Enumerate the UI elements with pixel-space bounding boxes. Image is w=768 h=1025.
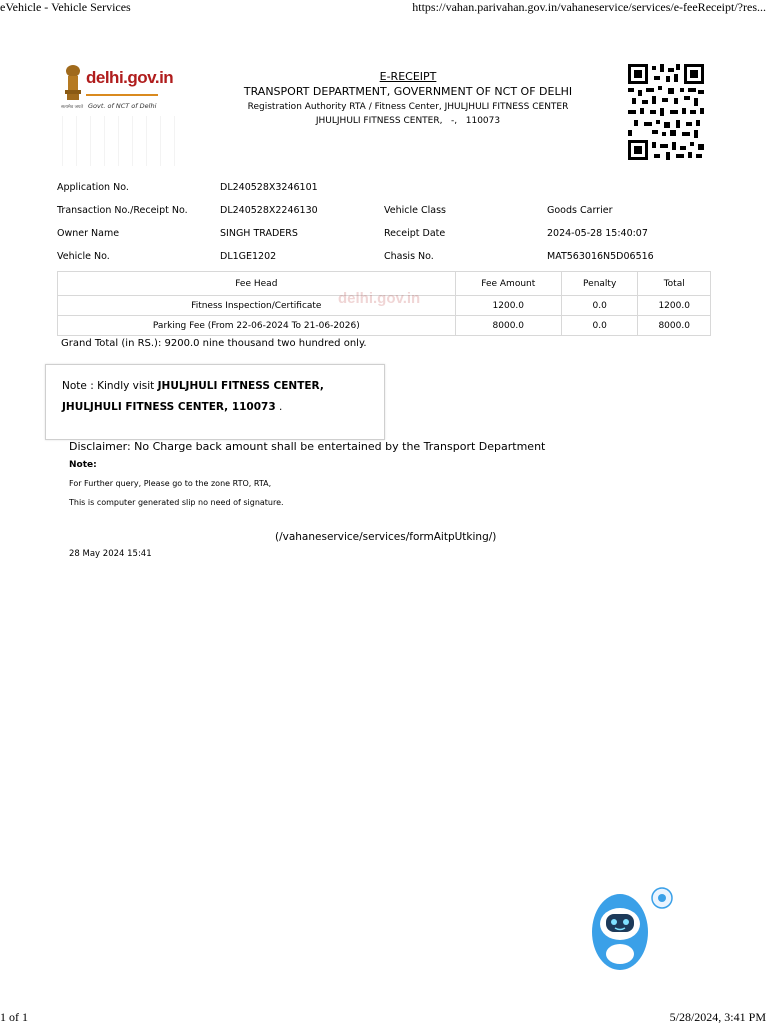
- total-cell: 8000.0: [638, 316, 711, 336]
- transaction-no-value: DL240528X2246130: [220, 205, 318, 216]
- logo-subtitle: Govt. of NCT of Delhi: [88, 102, 157, 110]
- receipt-header: [230, 70, 586, 128]
- note-suffix: .: [275, 401, 283, 413]
- query-text: For Further query, Please go to the zone RTO, RTA,: [69, 479, 272, 488]
- note-label: Note:: [69, 460, 97, 470]
- receipt-title: E-RECEIPT: [379, 70, 437, 83]
- authority-line: Registration Authority RTA / Fitness Center, JHULJHULI FITNESS CENTER: [247, 102, 569, 112]
- vehicle-class-value: Goods Carrier: [547, 205, 613, 216]
- penalty-header: Penalty: [561, 272, 638, 296]
- note-center-address: JHULJHULI FITNESS CENTER, 110073: [62, 401, 276, 413]
- fee-head-header: Fee Head: [58, 272, 456, 296]
- browser-page-title: eVehicle - Vehicle Services: [0, 0, 131, 14]
- application-no-value: DL240528X3246101: [220, 182, 318, 193]
- fee-amount-header: Fee Amount: [455, 272, 561, 296]
- note-box: [45, 364, 385, 440]
- note-line-2: [62, 401, 282, 413]
- transaction-no-label: Transaction No./Receipt No.: [57, 205, 188, 216]
- owner-name-label: Owner Name: [57, 228, 120, 239]
- note-center-name: JHULJHULI FITNESS CENTER,: [157, 380, 324, 392]
- vehicle-no-label: Vehicle No.: [57, 251, 110, 262]
- fee-head-cell: Fitness Inspection/Certificate: [58, 296, 456, 316]
- service-link[interactable]: (/vahaneservice/services/formAitpUtking/): [275, 531, 497, 543]
- fee-head-cell: Parking Fee (From 22-06-2024 To 21-06-2026): [58, 316, 456, 336]
- logo-shadow-decoration: [62, 116, 180, 166]
- address-line: JHULJHULI FITNESS CENTER, -, 110073: [315, 116, 501, 126]
- total-header: Total: [638, 272, 711, 296]
- chasis-no-label: Chasis No.: [384, 251, 434, 262]
- total-cell: 1200.0: [638, 296, 711, 316]
- note-line-1: [62, 380, 324, 392]
- note-prefix: Note : Kindly visit: [62, 380, 158, 392]
- department-name: TRANSPORT DEPARTMENT, GOVERNMENT OF NCT OF DELHI: [243, 85, 573, 98]
- chatbot-icon[interactable]: [590, 884, 674, 972]
- penalty-cell: 0.0: [561, 316, 638, 336]
- print-datetime: 5/28/2024, 3:41 PM: [669, 1010, 766, 1024]
- qr-code-icon: [628, 64, 704, 160]
- vehicle-class-label: Vehicle Class: [384, 205, 446, 216]
- table-row: [58, 316, 711, 336]
- application-no-label: Application No.: [57, 182, 129, 193]
- page-count: 1 of 1: [0, 1010, 28, 1024]
- logo-brand-text: delhi.gov.in: [86, 68, 174, 87]
- receipt-date-value: 2024-05-28 15:40:07: [547, 228, 648, 239]
- browser-url: https://vahan.parivahan.gov.in/vahaneservice/services/e-feeReceipt/?res...: [412, 0, 766, 14]
- fee-amount-cell: 8000.0: [455, 316, 561, 336]
- logo-divider: [86, 94, 158, 96]
- chasis-no-value: MAT563016N5D06516: [547, 251, 654, 262]
- slip-text: This is computer generated slip no need of signature.: [69, 498, 284, 507]
- delhi-gov-logo: [60, 62, 174, 114]
- penalty-cell: 0.0: [561, 296, 638, 316]
- generated-timestamp: 28 May 2024 15:41: [69, 549, 152, 559]
- receipt-date-label: Receipt Date: [384, 228, 446, 239]
- vehicle-no-value: DL1GE1202: [220, 251, 277, 262]
- owner-name-value: SINGH TRADERS: [220, 228, 298, 239]
- fee-amount-cell: 1200.0: [455, 296, 561, 316]
- emblem-icon: [62, 64, 84, 102]
- logo-watermark: delhi.gov.in: [338, 290, 421, 307]
- logo-tagline: सत्यमेव जयते: [61, 105, 84, 110]
- disclaimer-text: Disclaimer: No Charge back amount shall be entertained by the Transport Department: [69, 440, 546, 453]
- grand-total: Grand Total (in RS.): 9200.0 nine thousand two hundred only.: [61, 338, 367, 349]
